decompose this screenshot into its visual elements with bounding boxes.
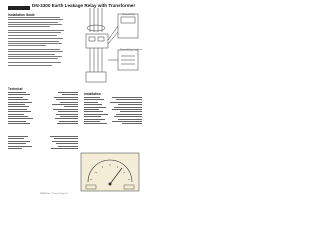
technical-spec-table	[8, 92, 78, 125]
section-heading-technical: Technical	[8, 87, 23, 91]
wiring-diagram	[72, 6, 144, 88]
description-text-block	[8, 17, 66, 67]
diagram-label-relay: Wiring with Relay Transformer	[120, 49, 143, 51]
installation-text-block	[84, 97, 142, 126]
section-heading-installation: Installation	[84, 92, 101, 96]
relay-front-panel-diagram	[80, 152, 140, 192]
document-title: DN-3300 Earth Leakage Relay with Transformer	[32, 3, 136, 8]
page-footer: DN3300 Rev. 1.2 Issue 1 Page 1/1	[40, 193, 68, 195]
technical-notes-block	[8, 136, 78, 150]
diagram-label-side: Wiring with Relay	[122, 14, 136, 16]
section-heading-installation-guide: Installation Guide	[8, 13, 35, 17]
document-page	[0, 0, 149, 198]
company-logo	[8, 6, 30, 10]
